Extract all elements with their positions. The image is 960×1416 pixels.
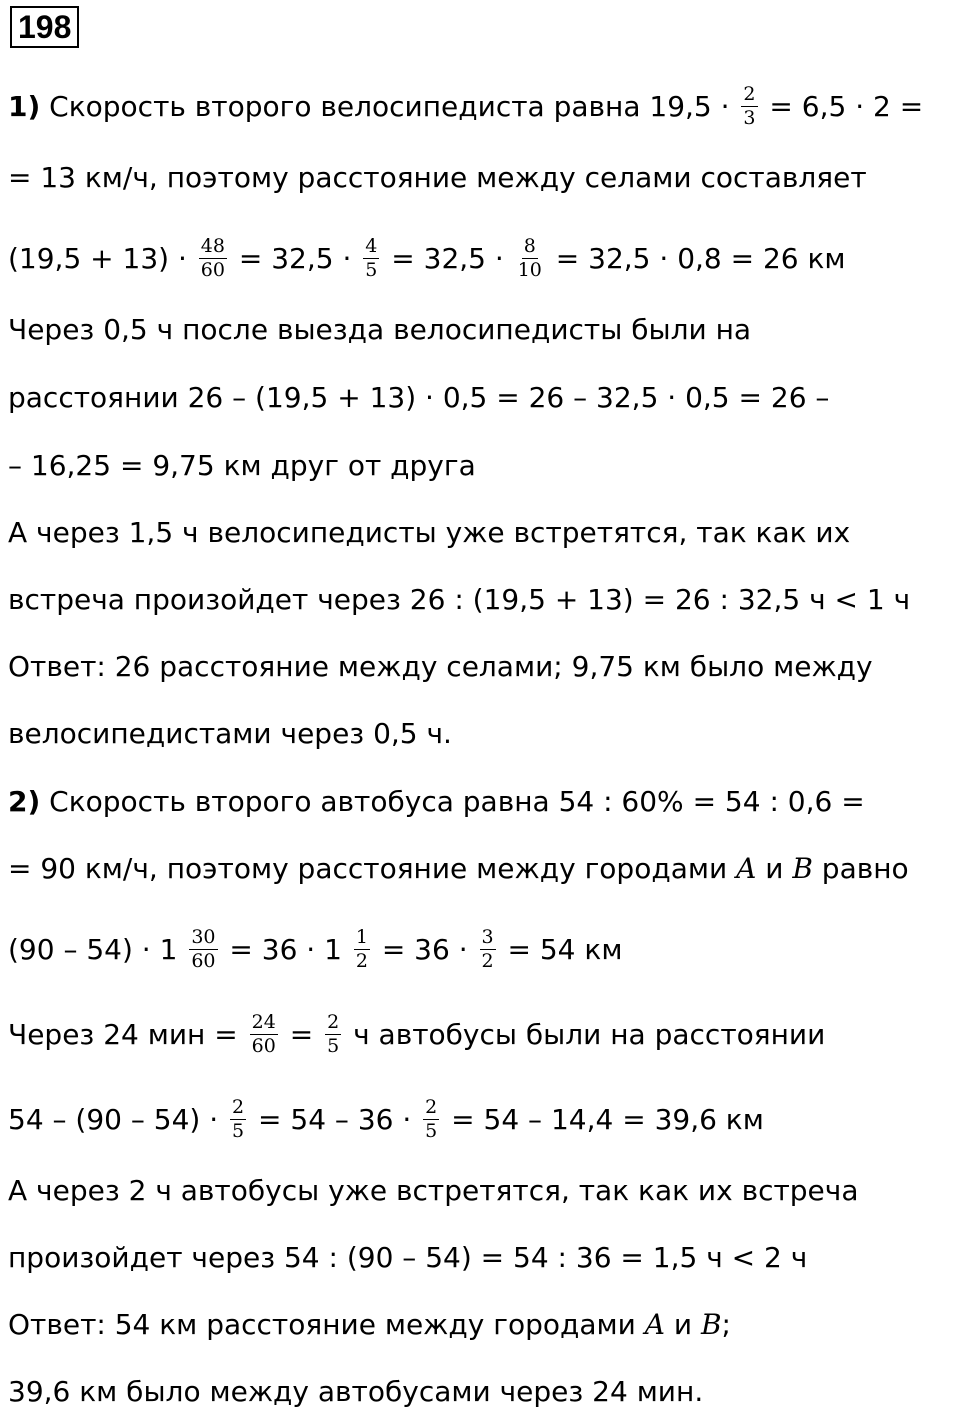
task-number: 198 [10, 6, 79, 48]
p1-line-1: 1) Скорость второго велосипедиста равна 19,5 · $\frac{2}{3}$ = 6,5 · 2 = [8, 83, 924, 129]
p2-line-7: произойдет через 54 : (90 – 54) = 54 : 36 = 1,5 ч < 2 ч [8, 1241, 808, 1274]
p1-line-7: А через 1,5 ч велосипедисты уже встретятся, так как их [8, 516, 851, 549]
fraction: $\frac{2}{5}$ [425, 1096, 438, 1142]
fraction: $\frac{1}{2}$ [355, 926, 368, 972]
p1-line-4: Через 0,5 ч после выезда велосипедисты были на [8, 313, 752, 346]
p1-line-3: (19,5 + 13) · $\frac{48}{60}$ = 32,5 · $\frac{4}{5}$ = 32,5 · $\frac{8}{10}$ = 32,5 · 0,8 = 26 км [8, 235, 846, 281]
fraction: $\frac{24}{60}$ [251, 1011, 276, 1057]
p2-line-1: 2) Скорость второго автобуса равна 54 : 60% = 54 : 0,6 = [8, 785, 865, 818]
var-b: B [700, 1308, 722, 1341]
p1-line-6: – 16,25 = 9,75 км друг от друга [8, 449, 476, 482]
fraction: $\frac{2}{3}$ [743, 83, 756, 129]
p1-answer-2: велосипедистами через 0,5 ч. [8, 717, 452, 750]
var-b: B [792, 852, 813, 885]
p1-line-8: встреча произойдет через 26 : (19,5 + 13) = 26 : 32,5 ч < 1 ч [8, 583, 911, 616]
var-a: A [736, 852, 757, 885]
var-a: A [644, 1308, 665, 1341]
fraction: $\frac{3}{2}$ [481, 926, 494, 972]
fraction: $\frac{2}{5}$ [327, 1011, 340, 1057]
fraction: $\frac{4}{5}$ [365, 235, 378, 281]
p2-answer-2: 39,6 км было между автобусами через 24 мин. [8, 1375, 704, 1408]
p1-label: 1) [8, 89, 41, 123]
fraction: $\frac{30}{60}$ [191, 926, 216, 972]
p1-answer-1: Ответ: 26 расстояние между селами; 9,75 км было между [8, 650, 873, 683]
p1-line-5: расстоянии 26 – (19,5 + 13) · 0,5 = 26 – 32,5 · 0,5 = 26 – [8, 381, 830, 414]
p1-line-2: = 13 км/ч, поэтому расстояние между селами составляет [8, 161, 867, 194]
p2-label: 2) [8, 785, 41, 818]
fraction: $\frac{48}{60}$ [200, 235, 225, 281]
p2-answer-1: Ответ: 54 км расстояние между городами A и B ; [8, 1308, 731, 1341]
fraction: $\frac{2}{5}$ [232, 1096, 245, 1142]
fraction: $\frac{8}{10}$ [517, 235, 542, 281]
p2-line-2: = 90 км/ч, поэтому расстояние между городами A и B равно [8, 852, 909, 885]
p2-line-6: А через 2 ч автобусы уже встретятся, так как их встреча [8, 1174, 859, 1207]
p2-line-3: (90 – 54) · 1 $\frac{30}{60}$ = 36 · 1 $\frac{1}{2}$ = 36 · $\frac{3}{2}$ = 54 км [8, 926, 623, 972]
p2-line-4: Через 24 мин = $\frac{24}{60}$ = $\frac{2}{5}$ ч автобусы были на расстоянии [8, 1011, 826, 1057]
p2-line-5: 54 – (90 – 54) · $\frac{2}{5}$ = 54 – 36 · $\frac{2}{5}$ = 54 – 14,4 = 39,6 км [8, 1096, 764, 1142]
